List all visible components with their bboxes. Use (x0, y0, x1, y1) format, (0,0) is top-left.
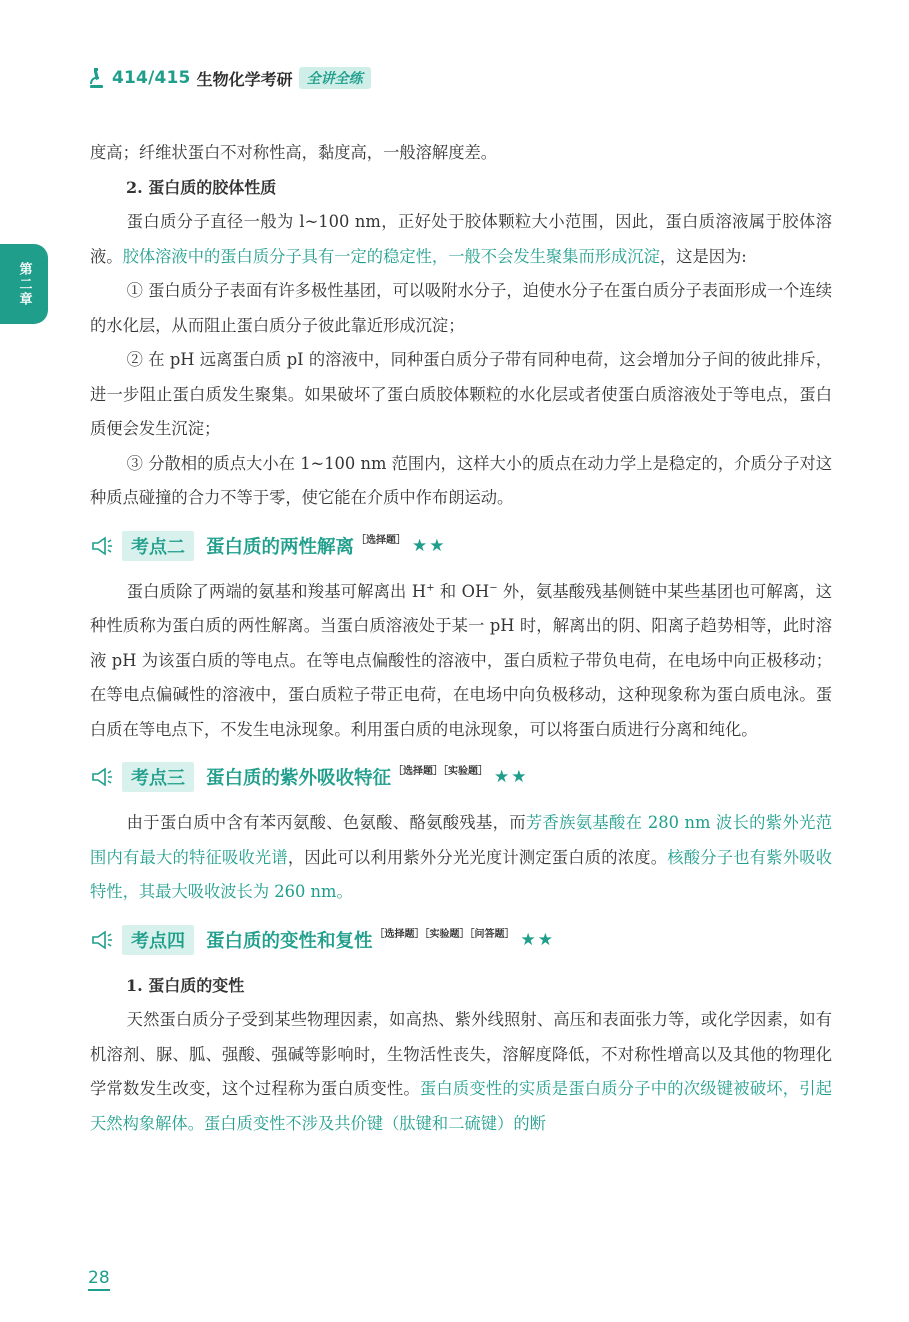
megaphone-icon (90, 930, 114, 950)
superscript: − (489, 582, 498, 594)
paragraph-colloid-point-1: ① 蛋白质分子表面有许多极性基团，可以吸附水分子，迫使水分子在蛋白质分子表面形成一个连续的水化层，从而阻止蛋白质分子彼此靠近形成沉淀； (90, 281, 832, 335)
key-point-heading-3 (90, 758, 832, 796)
chapter-tab-label: 第二章 (16, 261, 32, 307)
running-header (88, 64, 371, 92)
series-tag: 全讲全练 (299, 67, 371, 89)
page-content (90, 136, 832, 1141)
paragraph-continued: 度高；纤维状蛋白不对称性高，黏度高，一般溶解度差。 (90, 143, 498, 162)
text-run: ，因此可以利用紫外分光光度计测定蛋白质的浓度。 (287, 847, 668, 867)
highlight-text: 芳香族氨基酸在 280 nm 波长的紫外光范围内有最大的特征吸收光谱 (90, 813, 832, 867)
key-point-title: 蛋白质的紫外吸收特征 (206, 768, 392, 789)
paragraph-colloid-point-3: ③ 分散相的质点大小在 1~100 nm 范围内，这样大小的质点在动力学上是稳定的，介质分子对这种质点碰撞的合力不等于零，使它能在介质中作布朗运动。 (90, 453, 832, 507)
key-point-label: 考点四 (122, 925, 194, 955)
highlight-text: 核酸分子也有紫外吸收特性，其最大吸收波长为 260 nm。 (90, 847, 832, 901)
book-title: 生物化学考研 (196, 69, 293, 89)
paragraph-denaturation (90, 1003, 832, 1141)
course-code: 414/415 (112, 68, 191, 88)
paragraph-amphoteric (90, 575, 832, 748)
text-run: 外，氨基酸残基侧链中某些基团也可解离，这种性质称为蛋白质的两性解离。当蛋白质溶液处于某一 pH 时，解离出的阴、阳离子趋势相等，此时溶液 pH 为该蛋白质的等电点。在等电点偏酸性的溶液中，蛋白质粒子带负电荷，在电场中向正极移动；在等电点偏碱性的溶液中，蛋白质粒子带正电荷，在电场中向负极移动，这种现象称为蛋白质电泳。蛋白质在等电点下，不发生电泳现象。利用蛋白质的电泳现象，可以将蛋白质进行分离和纯化。 (90, 581, 832, 739)
key-point-label: 考点三 (122, 762, 194, 792)
microscope-icon (88, 66, 106, 90)
megaphone-icon (90, 767, 114, 787)
text-run: 由于蛋白质中含有苯丙氨酸、色氨酸、酪氨酸残基，而 (126, 813, 526, 832)
key-point-title: 蛋白质的变性和复性 (206, 930, 373, 952)
superscript: + (426, 582, 435, 594)
question-type-tags: ［选择题］［实验题］ (393, 766, 489, 777)
question-type-tags: ［选择题］［实验题］［问答题］ (374, 928, 515, 940)
megaphone-icon (90, 536, 114, 556)
text-run: 天然蛋白质分子受到某些物理因素，如高热、紫外线照射、高压和表面张力等，或化学因素，如有机溶剂、脲、胍、强酸、强碱等影响时，生物活性丧失，溶解度降低，不对称性增高以及其他的物理化学常数发生改变，这个过程称为蛋白质变性。 (90, 1010, 832, 1098)
paragraph-colloid-point-2: ② 在 pH 远离蛋白质 pI 的溶液中，同种蛋白质分子带有同种电荷，这会增加分子间的彼此排斥，进一步阻止蛋白质发生聚集。如果破坏了蛋白质胶体颗粒的水化层或者使蛋白质溶液处于等电点，蛋白质便会发生沉淀； (90, 350, 832, 438)
key-point-title: 蛋白质的两性解离 (206, 536, 355, 558)
importance-stars: ★★ (494, 767, 529, 787)
page-number: 28 (88, 1268, 110, 1291)
text-run: 和 OH (434, 581, 490, 601)
key-point-label: 考点二 (122, 531, 194, 561)
highlight-text: 胶体溶液中的蛋白质分子具有一定的稳定性，一般不会发生聚集而形成沉淀 (122, 246, 660, 266)
importance-stars: ★★ (520, 929, 555, 950)
text-run: 蛋白质除了两端的氨基和羧基可解离出 H (126, 581, 427, 601)
paragraph-colloid-intro (90, 205, 832, 274)
subsection-heading-colloid: 2. 蛋白质的胶体性质 (126, 177, 277, 197)
highlight-text: 蛋白质变性的实质是蛋白质分子中的次级键被破坏，引起天然构象解体。蛋白质变性不涉及共价键（肽键和二硫键）的断 (90, 1079, 832, 1133)
chapter-tab (0, 244, 48, 324)
text-run: 蛋白质分子直径一般为 l~100 nm，正好处于胶体颗粒大小范围，因此，蛋白质溶液属于胶体溶液。 (90, 212, 832, 266)
importance-stars: ★★ (412, 535, 447, 556)
key-point-heading-4 (90, 921, 832, 959)
key-point-heading-2 (90, 527, 832, 565)
question-type-tags: ［选择题］ (356, 534, 407, 546)
subsection-heading-denaturation: 1. 蛋白质的变性 (126, 975, 245, 995)
paragraph-uv-absorption (90, 806, 832, 910)
text-run: ，这是因为: (659, 246, 747, 266)
